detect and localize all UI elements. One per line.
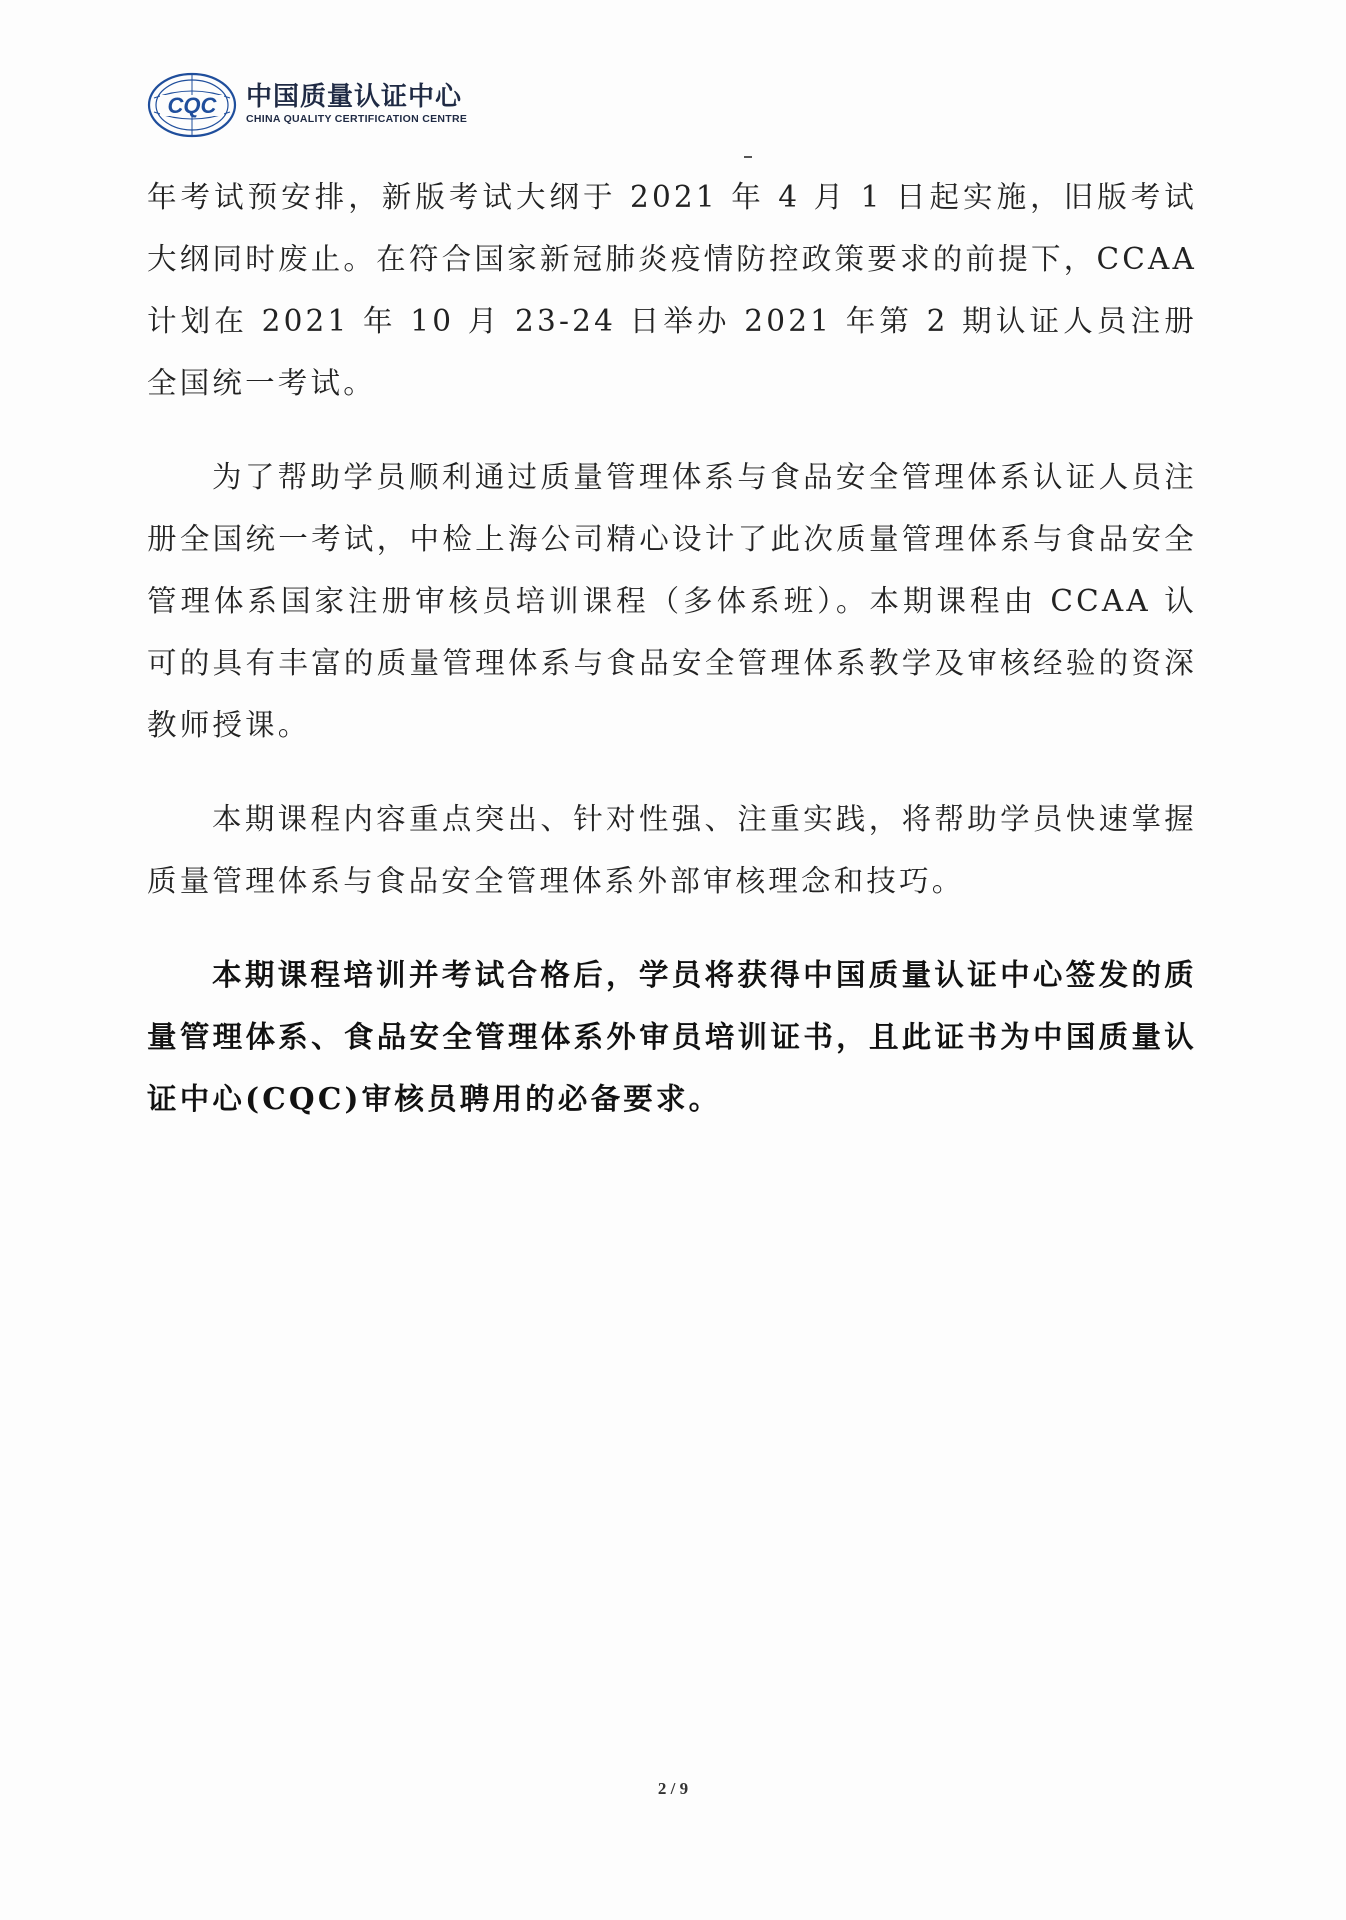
cqc-logo-icon xyxy=(146,70,238,144)
paragraph-course-content: 本期课程内容重点突出、针对性强、注重实践，将帮助学员快速掌握质量管理体系与食品安全管理体系外部审核理念和技巧。 xyxy=(147,802,1197,898)
logo-abbr: CQC xyxy=(167,93,217,118)
org-name-block xyxy=(246,82,486,126)
page-number: 2 / 9 xyxy=(657,1779,689,1798)
letterhead xyxy=(146,70,486,142)
document-body xyxy=(147,166,1197,1130)
org-name-cn: 中国质量认证中心 xyxy=(246,82,463,112)
paragraph-continuation: 年考试预安排，新版考试大纲于 2021 年 4 月 1 日起实施，旧版考试大纲同时废止。在符合国家新冠肺炎疫情防控政策要求的前提下，CCAA 计划在 2021 年 10 月 23-24 日举办 2021 年第 2 期认证人员注册全国统一考试。 xyxy=(147,180,1197,400)
paragraph-course-intro: 为了帮助学员顺利通过质量管理体系与食品安全管理体系认证人员注册全国统一考试，中检上海公司精心设计了此次质量管理体系与食品安全管理体系国家注册审核员培训课程（多体系班）。本期课程由 CCAA 认可的具有丰富的质量管理体系与食品安全管理体系教学及审核经验的资深教师授课。 xyxy=(147,460,1197,742)
scan-mark xyxy=(744,156,752,158)
paragraph-certificate: 本期课程培训并考试合格后，学员将获得中国质量认证中心签发的质量管理体系、食品安全管理体系外审员培训证书，且此证书为中国质量认证中心(CQC)审核员聘用的必备要求。 xyxy=(147,957,1197,1116)
org-name-en: CHINA QUALITY CERTIFICATION CENTRE xyxy=(246,113,468,125)
